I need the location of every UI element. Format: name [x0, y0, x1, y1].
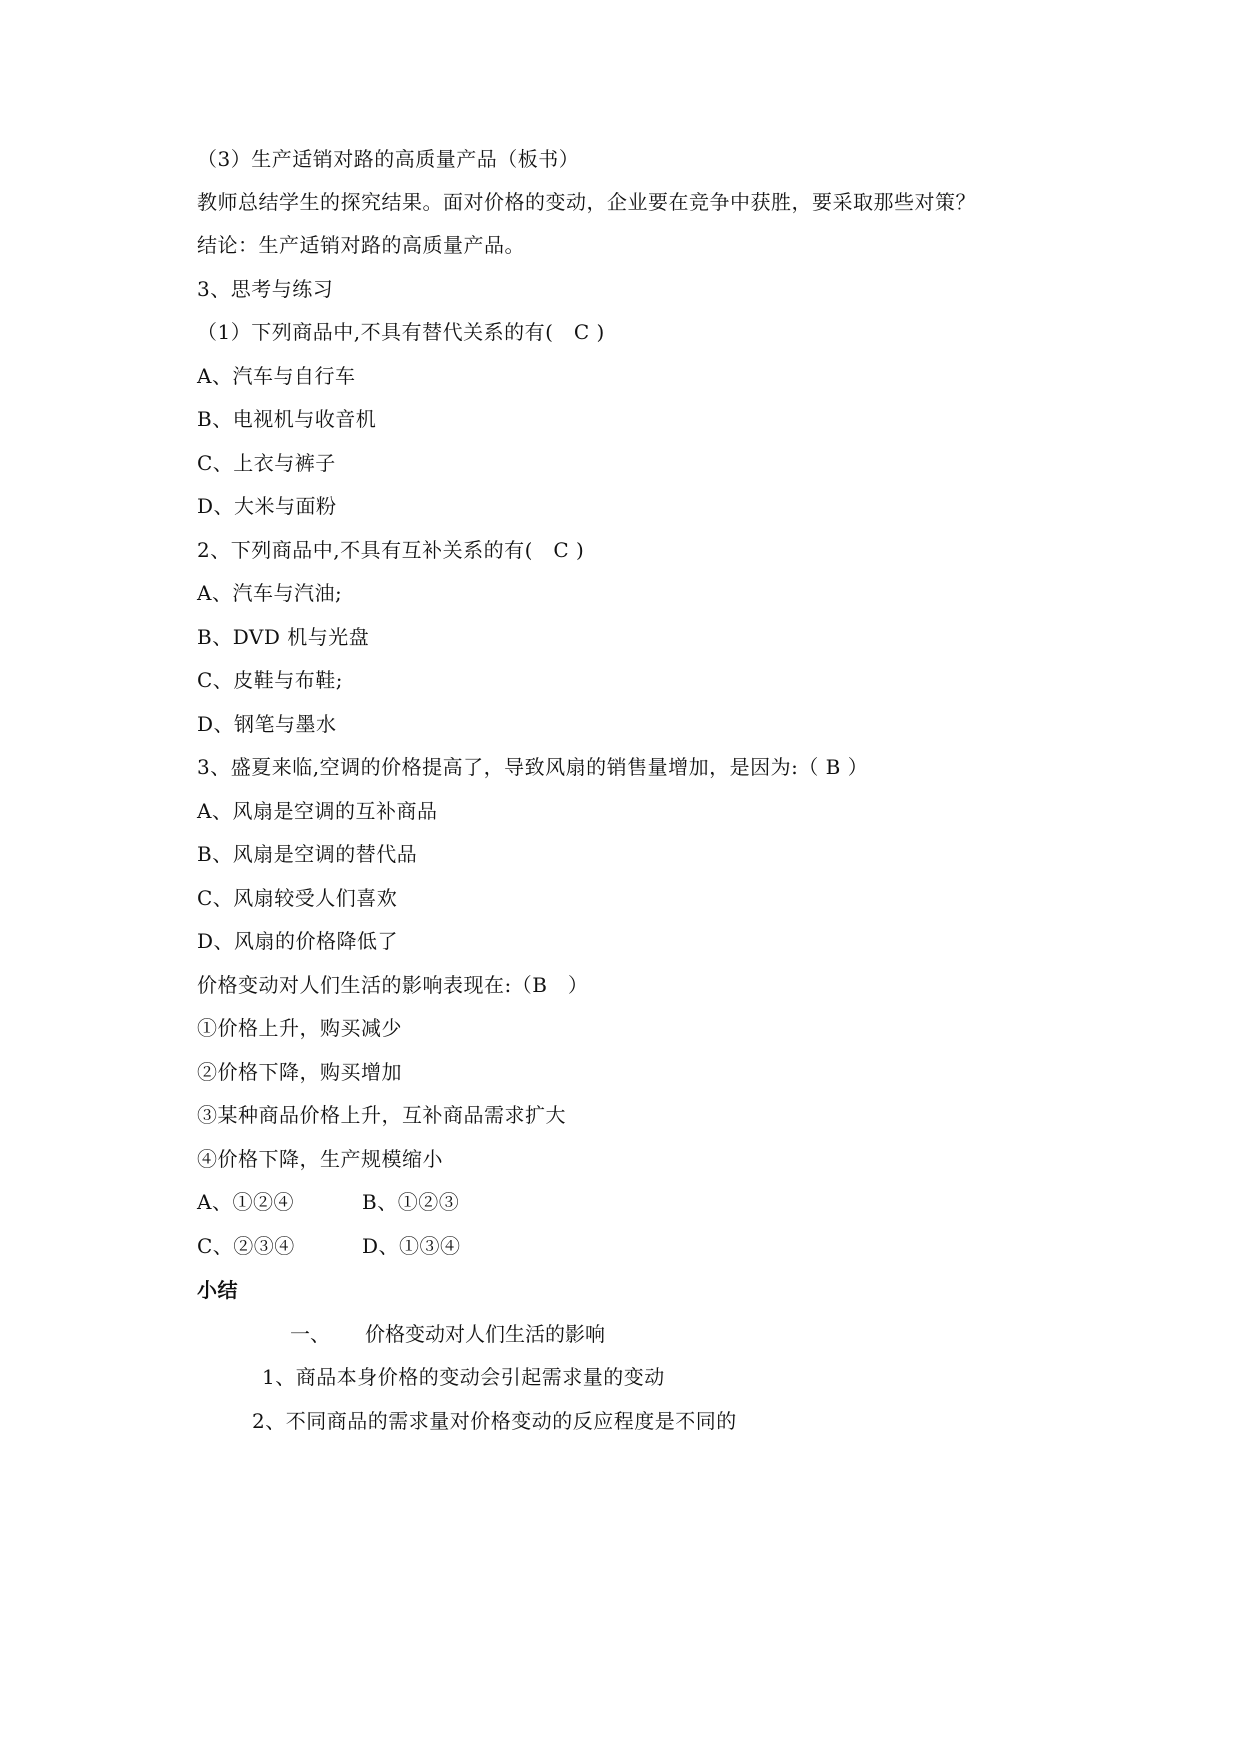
option-line: B、DVD 机与光盘	[197, 625, 370, 649]
question-line: 3、盛夏来临,空调的价格提高了，导致风扇的销售量增加，是因为:（ B ）	[197, 755, 869, 779]
text-line: （3）生产适销对路的高质量产品（板书）	[197, 147, 580, 171]
text-line: 教师总结学生的探究结果。面对价格的变动，企业要在竞争中获胜，要采取那些对策？	[197, 190, 976, 214]
option-line: B、电视机与收音机	[197, 407, 377, 431]
text-line: 结论：生产适销对路的高质量产品。	[197, 233, 525, 257]
summary-point: 2、不同商品的需求量对价格变动的反应程度是不同的	[252, 1409, 737, 1433]
question-line: （1）下列商品中,不具有替代关系的有( C )	[197, 320, 605, 344]
summary-title: 小结	[197, 1278, 238, 1302]
option-row	[197, 1233, 461, 1259]
option-line: A、汽车与自行车	[197, 364, 356, 388]
option-line: C、风扇较受人们喜欢	[197, 886, 398, 910]
option-line: A、汽车与汽油;	[197, 581, 343, 605]
question-line: 价格变动对人们生活的影响表现在:（B ）	[197, 973, 589, 997]
option-line: D、钢笔与墨水	[197, 712, 337, 736]
option-line: D、风扇的价格降低了	[197, 929, 399, 953]
text-line: 3、思考与练习	[197, 277, 334, 301]
summary-heading-number: 一、	[290, 1322, 330, 1346]
statement-line: ③某种商品价格上升，互补商品需求扩大	[197, 1103, 566, 1127]
option-line: C、上衣与裤子	[197, 451, 336, 475]
option-a: A、①②④	[197, 1190, 294, 1214]
option-b: B、①②③	[362, 1190, 460, 1214]
option-c: C、②③④	[197, 1234, 295, 1258]
option-line: C、皮鞋与布鞋;	[197, 668, 344, 692]
statement-line: ④价格下降，生产规模缩小	[197, 1147, 443, 1171]
option-d: D、①③④	[362, 1234, 461, 1258]
summary-heading-text: 价格变动对人们生活的影响	[365, 1322, 605, 1346]
option-line: D、大米与面粉	[197, 494, 337, 518]
statement-line: ②价格下降，购买增加	[197, 1060, 402, 1084]
summary-point: 1、商品本身价格的变动会引起需求量的变动	[262, 1365, 665, 1389]
statement-line: ①价格上升，购买减少	[197, 1016, 402, 1040]
option-line: A、风扇是空调的互补商品	[197, 799, 438, 823]
option-line: B、风扇是空调的替代品	[197, 842, 418, 866]
option-row	[197, 1189, 460, 1215]
question-line: 2、下列商品中,不具有互补关系的有( C )	[197, 538, 585, 562]
